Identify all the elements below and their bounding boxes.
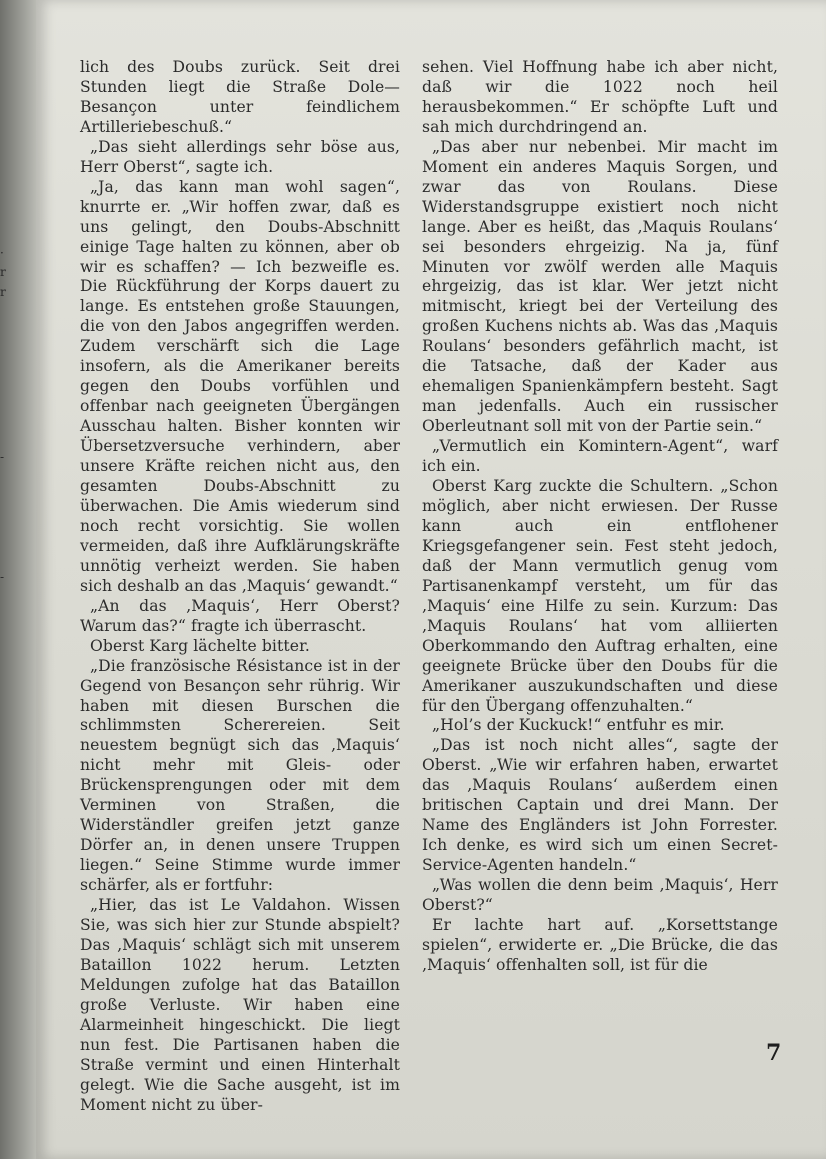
previous-page-edge bbox=[0, 0, 36, 1159]
paragraph: „Vermutlich ein Komintern-Agent“, warf ich ein. bbox=[422, 437, 778, 476]
paragraph: „An das ‚Maquis‘, Herr Oberst? Warum das?“ fragte ich überrascht. bbox=[80, 596, 400, 635]
previous-page-fragment: r bbox=[0, 265, 6, 279]
page-number: 7 bbox=[766, 1040, 782, 1066]
previous-page-fragment: r bbox=[0, 285, 6, 299]
paragraph: Oberst Karg zuckte die Schultern. „Schon möglich, aber nicht erwiesen. Der Russe kann auch ein entflohener Kriegsgefangener sein. Fest steht jedoch, daß der Mann vermutlich genug vom Partisanenkampf versteht, um für das ‚Maquis‘ eine Hilfe zu sein. Kurzum: Das ‚Maquis Roulans‘ hat vom alliierten Oberkommando den Auftrag erhalten, eine geeignete Brücke über den Doubs für die Amerikaner auszukundschaften und diese für den Übergang offenzuhalten.“ bbox=[422, 477, 778, 715]
book-page bbox=[36, 0, 826, 1159]
previous-page-fragment: · bbox=[0, 246, 4, 260]
paragraph: „Hol’s der Kuckuck!“ entfuhr es mir. bbox=[432, 716, 725, 735]
paragraph: „Das ist noch nicht alles“, sagte der Oberst. „Wie wir erfahren haben, erwartet das ‚Maquis Roulans‘ außerdem einen britischen Captain und drei Mann. Der Name des Engländers ist John Forrester. Ich denke, es wird sich um einen Secret-Service-Agenten handeln.“ bbox=[422, 736, 778, 875]
paragraph: „Was wollen die denn beim ‚Maquis‘, Herr Oberst?“ bbox=[422, 876, 778, 915]
previous-page-fragment: - bbox=[0, 570, 5, 584]
paragraph: „Das aber nur nebenbei. Mir macht im Moment ein anderes Maquis Sorgen, und zwar das von Roulans. Diese Widerstandsgruppe existiert noch nicht lange. Aber es heißt, das ‚Maquis Roulans‘ sei besonders ehrgeizig. Na ja, fünf Minuten vor zwölf werden alle Maquis ehrgeizig, das ist klar. Wer jetzt nicht mitmischt, kriegt bei der Verteilung des großen Kuchens nichts ab. Was das ‚Maquis Roulans‘ besonders gefährlich macht, ist die Tatsache, daß der Kader aus ehemaligen Spanienkämpfern besteht. Sagt man jedenfalls. Auch ein russischer Oberleutnant soll mit von der Partie sein.“ bbox=[422, 137, 778, 436]
paragraph: Oberst Karg lächelte bitter. bbox=[90, 636, 310, 655]
paragraph: „Das sieht allerdings sehr böse aus, Herr Oberst“, sagte ich. bbox=[80, 137, 400, 176]
right-text-column bbox=[422, 58, 778, 976]
previous-page-fragment: - bbox=[0, 450, 5, 464]
paragraph: lich des Doubs zurück. Seit drei Stunden liegt die Straße Dole—Besançon unter feindlichem Artilleriebeschuß.“ bbox=[80, 58, 400, 136]
paragraph: „Die französische Résistance ist in der Gegend von Besançon sehr rührig. Wir haben mit diesen Burschen die schlimmsten Scherereien. Seit neuestem begnügt sich das ‚Maquis‘ nicht mehr mit Gleis- oder Brückensprengungen oder mit dem Verminen von Straßen, die Widerständler greifen jetzt ganze Dörfer an, in denen unsere Truppen liegen.“ Seine Stimme wurde immer schärfer, als er fortfuhr: bbox=[80, 656, 400, 895]
left-text-column bbox=[80, 58, 400, 1116]
paragraph: sehen. Viel Hoffnung habe ich aber nicht, daß wir die 1022 noch heil herausbekommen.“ Er schöpfte Luft und sah mich durchdringend an. bbox=[422, 58, 778, 136]
paragraph: „Ja, das kann man wohl sagen“, knurrte er. „Wir hoffen zwar, daß es uns gelingt, den Doubs-Abschnitt einige Tage halten zu können, aber ob wir es schaffen? — Ich bezweifle es. Die Rückführung der Korps dauert zu lange. Es entstehen große Stauungen, die von den Jabos angegriffen werden. Zudem verschärft sich die Lage insofern, als die Amerikaner bereits gegen den Doubs vorfühlen und offenbar nach geeigneten Übergängen Ausschau halten. Bisher konnten wir Übersetzversuche verhindern, aber unsere Kräfte reichen nicht aus, den gesamten Doubs-Abschnitt zu überwachen. Die Amis wiederum sind noch recht vorsichtig. Sie wollen vermeiden, daß ihre Aufklärungskräfte unnötig verheizt werden. Sie haben sich deshalb an das ‚Maquis‘ gewandt.“ bbox=[80, 177, 400, 595]
paragraph: „Hier, das ist Le Valdahon. Wissen Sie, was sich hier zur Stunde abspielt? Das ‚Maquis‘ schlägt sich mit unserem Bataillon 1022 herum. Letzten Meldungen zufolge hat das Bataillon große Verluste. Wir haben eine Alarmeinheit hingeschickt. Die liegt nun fest. Die Partisanen haben die Straße vermint und einen Hinterhalt gelegt. Wie die Sache ausgeht, ist im Moment nicht zu über- bbox=[80, 896, 400, 1114]
paragraph: Er lachte hart auf. „Korsettstange spielen“, erwiderte er. „Die Brücke, die das ‚Maquis‘ offenhalten soll, ist für die bbox=[422, 915, 778, 974]
